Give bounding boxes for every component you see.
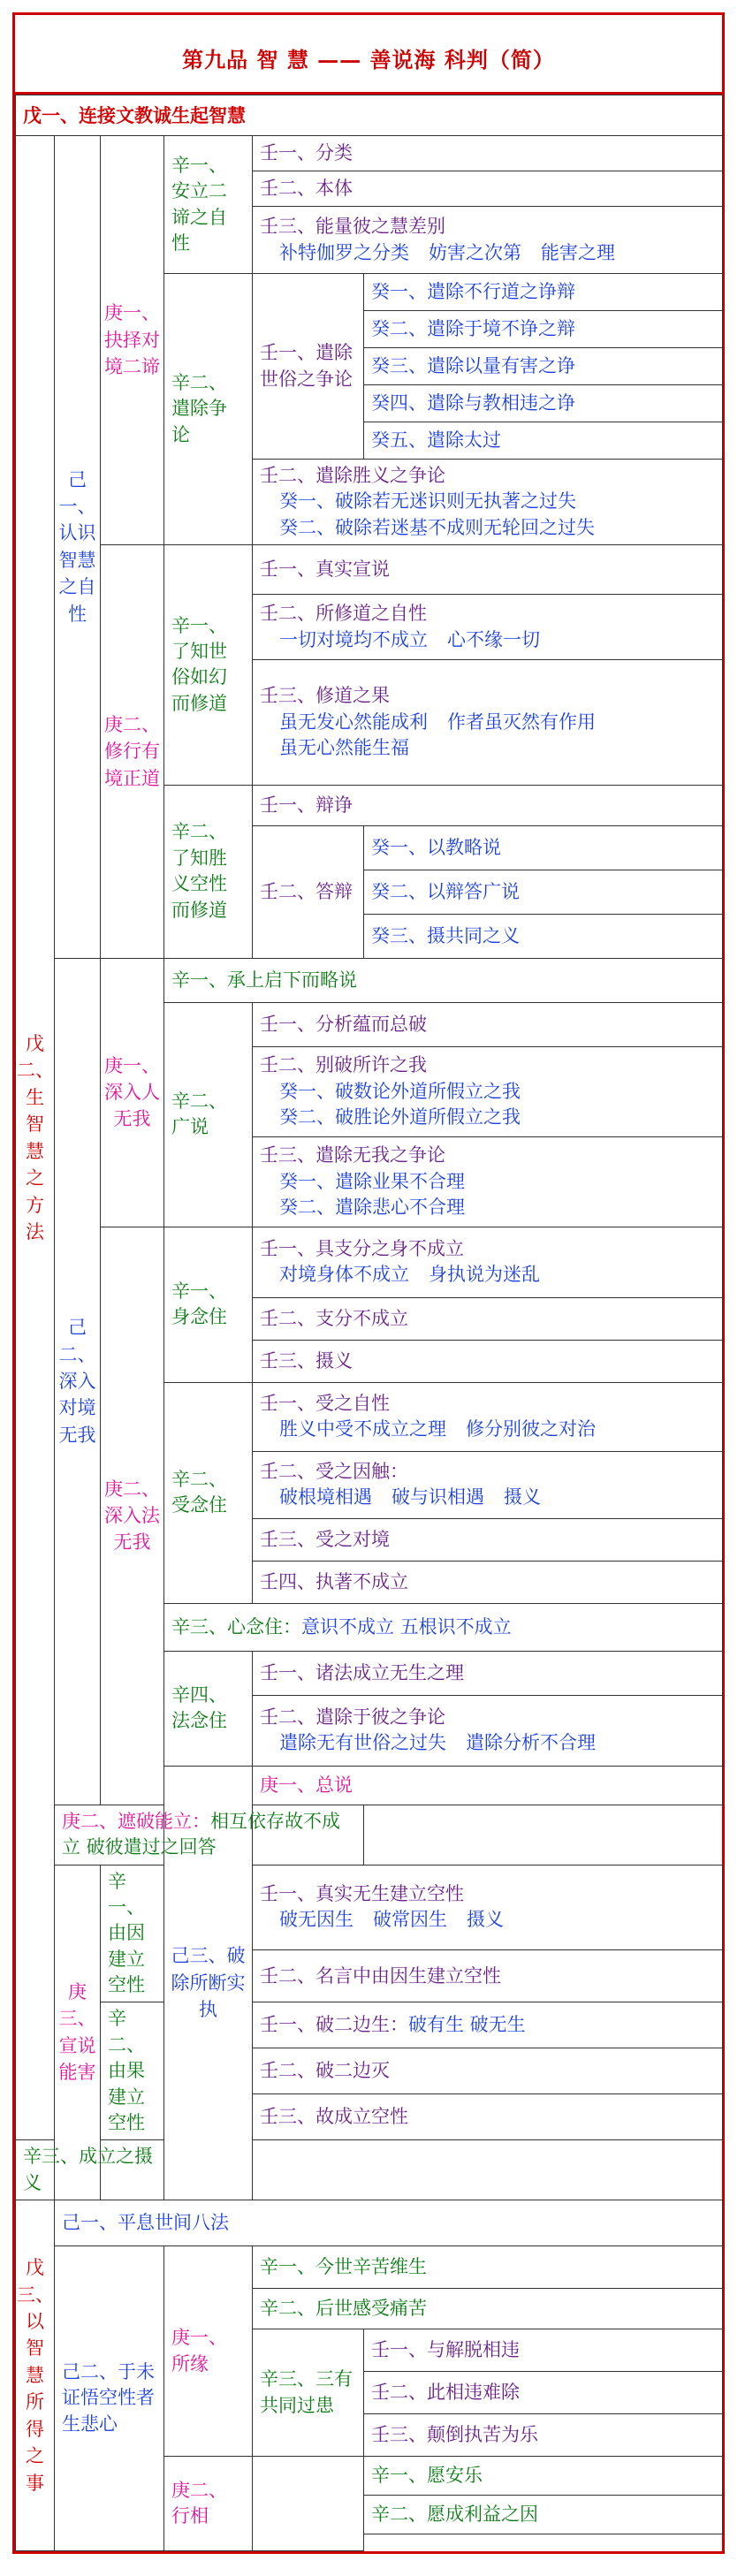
ren-k3: 壬三、颠倒执苦为乐 (364, 2414, 723, 2457)
ren-a1: 壬一、分类 (253, 136, 723, 171)
gui-b1: 癸一、以教略说 (364, 825, 723, 870)
ren-g1: 壬一、受之自性 胜义中受不成立之理 修分别彼之对治 (253, 1382, 723, 1451)
geng-d1-cell: 庚一、所缘 (164, 2246, 253, 2457)
geng-d2-cell: 庚二、行相 (164, 2457, 253, 2551)
xin-g-spacer (253, 2457, 364, 2551)
ji2-cell: 己二、深入对境无我 (55, 958, 101, 1805)
xin-a2-cell: 辛二、遣除争论 (164, 274, 253, 545)
ren-f1: 壬一、具支分之身不成立 对境身体不成立 身执说为迷乱 (253, 1227, 723, 1297)
ren-g4: 壬四、执著不成立 (253, 1561, 723, 1603)
ren-j2: 壬二、破二边灭 (253, 2048, 723, 2094)
ren-b1-cell: 壬一、遣除世俗之争论 (253, 274, 364, 460)
geng-b2-cell: 庚二、深入法无我 (101, 1227, 164, 1805)
gui-a4: 癸四、遣除与教相违之诤 (364, 385, 723, 422)
xin-d4-cell: 辛四、法念住 (164, 1651, 253, 1766)
ren-c3: 壬三、修道之果 虽无发心然能成利 作者虽灭然有作用 虽无心然能生福 (253, 660, 723, 786)
ren-b2: 壬二、遣除胜义之争论 癸一、破除若无迷识则无执著之过失 癸二、破除若迷基不成则无轮回之过失 (253, 460, 723, 545)
ren-f2: 壬二、支分不成立 (253, 1297, 723, 1340)
xin-c2-cell: 辛二、广说 (164, 1002, 253, 1227)
ji2b-cell: 己二、于未证悟空性者生悲心 (55, 2246, 164, 2551)
ji3-cell: 己三、破除所断实执 (164, 1766, 253, 2200)
xin-a1-cell: 辛一、安立二谛之自性 (164, 136, 253, 274)
xin-f3-cell: 辛三、三有共同过患 (253, 2329, 364, 2457)
xin-b2-cell: 辛二、了知胜义空性而修道 (164, 785, 253, 958)
ren-d2-cell: 壬二、答辩 (253, 825, 364, 958)
ren-i2: 壬二、名言中由因生建立空性 (253, 1950, 723, 2002)
wu1-row: 戊一、连接文教诚生起智慧 (16, 95, 723, 136)
xin-e2-cell: 辛二、由果建立空性 (101, 2002, 164, 2140)
geng-a2-cell: 庚二、修行有境正道 (101, 545, 164, 959)
ren-c2: 壬二、所修道之自性 一切对境均不成立 心不缘一切 (253, 595, 723, 660)
xin-e1-cell: 辛一、由因建立空性 (101, 1865, 164, 2002)
ren-g3: 壬三、受之对境 (253, 1518, 723, 1561)
ji1b: 己一、平息世间八法 (55, 2200, 723, 2246)
ren-a2: 壬二、本体 (253, 171, 723, 207)
xin-f2: 辛二、后世感受痛苦 (253, 2289, 723, 2329)
geng-b1-cell: 庚一、深入人无我 (101, 958, 164, 1227)
xin-c1: 辛一、承上启下而略说 (164, 958, 723, 1002)
ren-h1: 壬一、诸法成立无生之理 (253, 1651, 723, 1695)
xin-d2-cell: 辛二、受念住 (164, 1382, 253, 1603)
ren-h2: 壬二、遣除于彼之争论 遣除无有世俗之过失 遣除分析不合理 (253, 1695, 723, 1766)
gui-a5: 癸五、遣除太过 (364, 422, 723, 460)
ren-e2: 壬二、别破所许之我 癸一、破数论外道所假立之我 癸二、破胜论外道所假立之我 (253, 1046, 723, 1136)
geng-c3-cell: 庚三、宣说能害 (55, 1865, 101, 2200)
ren-j1: 壬一、破二边生：破有生 破无生 (253, 2002, 723, 2048)
geng-a1-cell: 庚一、抉择对境二谛 (101, 136, 164, 545)
gui-a2: 癸二、遣除于境不诤之辩 (364, 311, 723, 348)
xin-d3: 辛三、心念住：意识不成立 五根识不成立 (164, 1603, 723, 1651)
gui-a3: 癸三、遣除以量有害之诤 (364, 348, 723, 385)
page-title: 第九品 智 慧 —— 善说海 科判（简） (182, 47, 555, 72)
ren-k2: 壬二、此相违难除 (364, 2372, 723, 2414)
wu3-cell: 戊三、以智慧所得之事 (16, 2200, 55, 2551)
ren-f3: 壬三、摄义 (253, 1340, 723, 1382)
ren-a3: 壬三、能量彼之慧差别 补特伽罗之分类 妨害之次第 能害之理 (253, 207, 723, 274)
outline-table (15, 95, 723, 2551)
xin-f1: 辛一、今世辛苦维生 (253, 2246, 723, 2289)
ren-e3: 壬三、遣除无我之争论 癸一、遣除业果不合理 癸二、遣除悲心不合理 (253, 1136, 723, 1227)
xin-b1-cell: 辛一、了知世俗如幻而修道 (164, 545, 253, 786)
geng-c2: 庚二、遮破能立：相互依存故不成立 破彼遣过之回答 (55, 1805, 364, 1865)
geng-c1: 庚一、总说 (253, 1766, 723, 1805)
ren-j3: 壬三、故成立空性 (253, 2094, 723, 2140)
ren-d1: 壬一、辩诤 (253, 785, 723, 825)
ren-g2: 壬二、受之因触： 破根境相遇 破与识相遇 摄义 (253, 1451, 723, 1518)
ren-c1: 壬一、真实宣说 (253, 545, 723, 595)
ren-e1: 壬一、分析蕴而总破 (253, 1002, 723, 1046)
gui-b3: 癸三、摄共同之义 (364, 914, 723, 958)
xin-d1-cell: 辛一、身念住 (164, 1227, 253, 1382)
xin-g2: 辛二、愿成利益之因 (364, 2496, 723, 2534)
ren-k1: 壬一、与解脱相违 (364, 2329, 723, 2372)
xin-g1: 辛一、愿安乐 (364, 2457, 723, 2496)
gui-b2: 癸二、以辩答广说 (364, 870, 723, 914)
xin-e3: 辛三、成立之摄义 (16, 2140, 164, 2200)
ji1-cell: 己一、认识智慧之自性 (55, 136, 101, 959)
ren-i1: 壬一、真实无生建立空性 破无因生 破常因生 摄义 (253, 1865, 723, 1950)
gui-a1: 癸一、遣除不行道之诤辩 (364, 274, 723, 311)
wu2-cell: 戊二、生智慧之方法 (16, 136, 55, 2140)
